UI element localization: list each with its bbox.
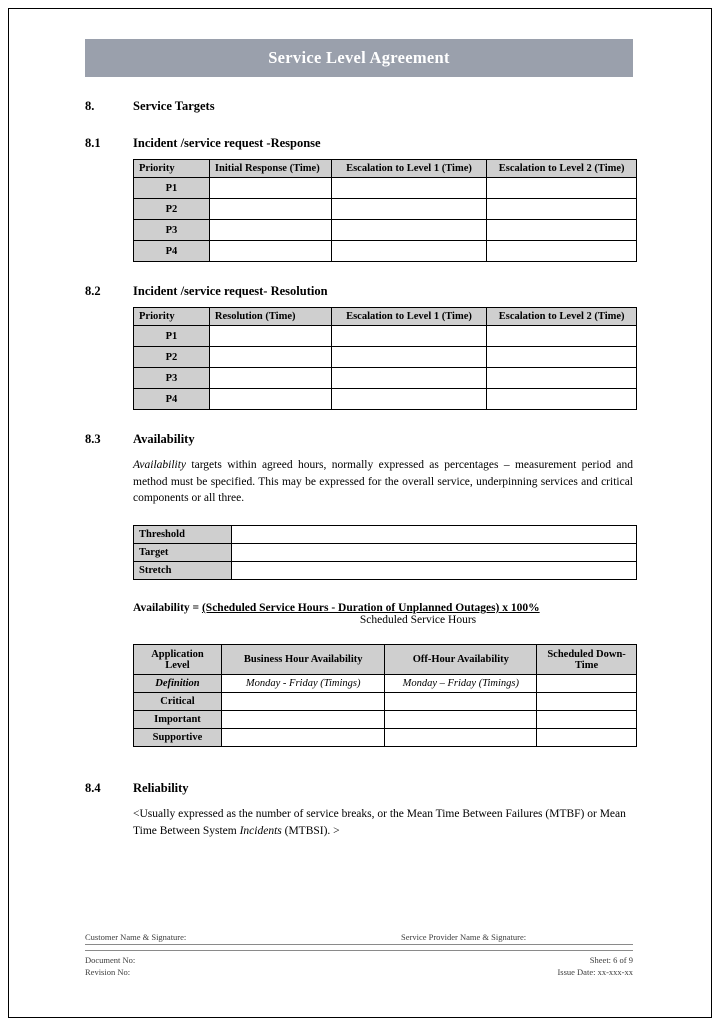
priority-cell: P4	[134, 241, 210, 262]
table-header-row	[134, 160, 637, 178]
priority-cell: P3	[134, 220, 210, 241]
row-label: Threshold	[134, 526, 232, 544]
column-header: Application Level	[134, 645, 222, 675]
downtime-cell[interactable]	[537, 711, 637, 729]
business-hour-cell[interactable]	[221, 711, 385, 729]
column-header: Escalation to Level 1 (Time)	[331, 308, 487, 326]
table-row	[134, 199, 637, 220]
subsection-number: 8.2	[85, 284, 101, 298]
response-targets-table	[133, 159, 637, 262]
input-cell[interactable]	[487, 178, 637, 199]
table-row	[134, 347, 637, 368]
table-row	[134, 178, 637, 199]
priority-cell: P1	[134, 178, 210, 199]
row-label: Stretch	[134, 562, 232, 580]
page-footer	[85, 932, 633, 980]
issue-date: Issue Date: xx-xxx-xx	[557, 967, 633, 978]
document-title-banner	[85, 39, 633, 77]
column-header: Business Hour Availability	[221, 645, 385, 675]
reliability-text-end: (MTBSI). >	[281, 825, 340, 838]
input-cell[interactable]	[487, 347, 637, 368]
availability-term: Availability	[133, 459, 187, 471]
table-row	[134, 675, 637, 693]
availability-threshold-table	[133, 525, 637, 580]
revision-number-label: Revision No:	[85, 967, 131, 978]
formula-label: Availability =	[133, 602, 202, 615]
input-cell[interactable]	[209, 178, 331, 199]
priority-cell: P3	[134, 368, 210, 389]
subsection-title: Incident /service request- Resolution	[133, 284, 328, 298]
priority-cell: P2	[134, 347, 210, 368]
downtime-cell[interactable]	[537, 729, 637, 747]
subsection-heading-8-1	[85, 136, 633, 151]
business-hour-cell[interactable]: Monday - Friday (Timings)	[221, 675, 385, 693]
table-row	[134, 526, 637, 544]
formula-numerator: (Scheduled Service Hours - Duration of Unplanned Outages) x 100%	[201, 602, 540, 615]
column-header: Resolution (Time)	[209, 308, 331, 326]
column-header: Priority	[134, 160, 210, 178]
document-content	[85, 39, 633, 841]
table-header-row	[134, 308, 637, 326]
input-cell[interactable]	[209, 241, 331, 262]
document-page	[8, 8, 712, 1018]
table-row	[134, 544, 637, 562]
business-hour-cell[interactable]	[221, 693, 385, 711]
subsection-number: 8.3	[85, 432, 101, 446]
input-cell[interactable]	[487, 241, 637, 262]
column-header: Escalation to Level 1 (Time)	[331, 160, 487, 178]
input-cell[interactable]	[232, 562, 637, 580]
priority-cell: P1	[134, 326, 210, 347]
sheet-number: Sheet: 6 of 9	[589, 954, 633, 965]
priority-cell: P4	[134, 389, 210, 410]
table-row	[134, 711, 637, 729]
resolution-targets-table	[133, 307, 637, 410]
table-row	[134, 220, 637, 241]
input-cell[interactable]	[331, 241, 487, 262]
subsection-title: Availability	[133, 432, 195, 446]
input-cell[interactable]	[209, 368, 331, 389]
row-label: Important	[134, 711, 222, 729]
off-hour-cell[interactable]: Monday – Friday (Timings)	[385, 675, 537, 693]
table-row	[134, 368, 637, 389]
table-row	[134, 241, 637, 262]
subsection-title: Incident /service request -Response	[133, 136, 321, 150]
availability-text: targets within agreed hours, normally expressed as percentages – measurement period and method must be specified. This may be expressed for the overall service, underpinning services and critical components or all three.	[133, 459, 633, 505]
input-cell[interactable]	[331, 178, 487, 199]
downtime-cell[interactable]	[537, 675, 637, 693]
availability-formula	[133, 602, 633, 626]
business-hour-cell[interactable]	[221, 729, 385, 747]
column-header: Initial Response (Time)	[209, 160, 331, 178]
priority-cell: P2	[134, 199, 210, 220]
input-cell[interactable]	[331, 368, 487, 389]
row-label: Critical	[134, 693, 222, 711]
input-cell[interactable]	[487, 199, 637, 220]
section-title: Service Targets	[133, 99, 215, 113]
document-number-label: Document No:	[85, 954, 136, 965]
input-cell[interactable]	[331, 199, 487, 220]
column-header: Scheduled Down-Time	[537, 645, 637, 675]
table-row	[134, 729, 637, 747]
reliability-text-start: <Usually expressed as the number of service breaks, or the Mean Time Between Failures (MTBF) or Mean Time Between System	[133, 808, 626, 838]
page-title: Service Level Agreement	[268, 48, 450, 67]
input-cell[interactable]	[209, 199, 331, 220]
table-row	[134, 562, 637, 580]
formula-denominator: Scheduled Service Hours	[359, 614, 477, 627]
table-row	[134, 693, 637, 711]
row-label: Supportive	[134, 729, 222, 747]
table-header-row	[134, 645, 637, 675]
input-cell[interactable]	[331, 326, 487, 347]
input-cell[interactable]	[487, 220, 637, 241]
off-hour-cell[interactable]	[385, 729, 537, 747]
input-cell[interactable]	[331, 389, 487, 410]
subsection-heading-8-4	[85, 781, 633, 796]
table-row	[134, 389, 637, 410]
subsection-number: 8.1	[85, 136, 101, 150]
subsection-title: Reliability	[133, 781, 189, 796]
column-header: Priority	[134, 308, 210, 326]
customer-signature-label: Customer Name & Signature:	[85, 931, 187, 942]
application-level-table	[133, 644, 637, 747]
input-cell[interactable]	[232, 544, 637, 562]
section-heading	[85, 99, 633, 114]
input-cell[interactable]	[487, 389, 637, 410]
section-number: 8.	[85, 99, 95, 113]
reliability-italic-term: Incidents	[239, 825, 282, 838]
column-header: Off-Hour Availability	[385, 645, 537, 675]
input-cell[interactable]	[232, 526, 637, 544]
signature-row	[85, 932, 633, 945]
input-cell[interactable]	[487, 326, 637, 347]
off-hour-cell[interactable]	[385, 711, 537, 729]
subsection-heading-8-3	[85, 432, 633, 447]
downtime-cell[interactable]	[537, 693, 637, 711]
input-cell[interactable]	[331, 220, 487, 241]
column-header: Escalation to Level 2 (Time)	[487, 308, 637, 326]
off-hour-cell[interactable]	[385, 693, 537, 711]
column-header: Escalation to Level 2 (Time)	[487, 160, 637, 178]
input-cell[interactable]	[209, 220, 331, 241]
row-label: Definition	[134, 675, 222, 693]
input-cell[interactable]	[209, 326, 331, 347]
table-row	[134, 326, 637, 347]
input-cell[interactable]	[487, 368, 637, 389]
reliability-paragraph	[133, 806, 633, 841]
provider-signature-label: Service Provider Name & Signature:	[401, 931, 527, 942]
row-label: Target	[134, 544, 232, 562]
input-cell[interactable]	[209, 347, 331, 368]
input-cell[interactable]	[209, 389, 331, 410]
availability-paragraph	[133, 457, 633, 507]
subsection-heading-8-2	[85, 284, 633, 299]
footer-meta	[85, 950, 633, 980]
subsection-number: 8.4	[85, 781, 101, 796]
input-cell[interactable]	[331, 347, 487, 368]
